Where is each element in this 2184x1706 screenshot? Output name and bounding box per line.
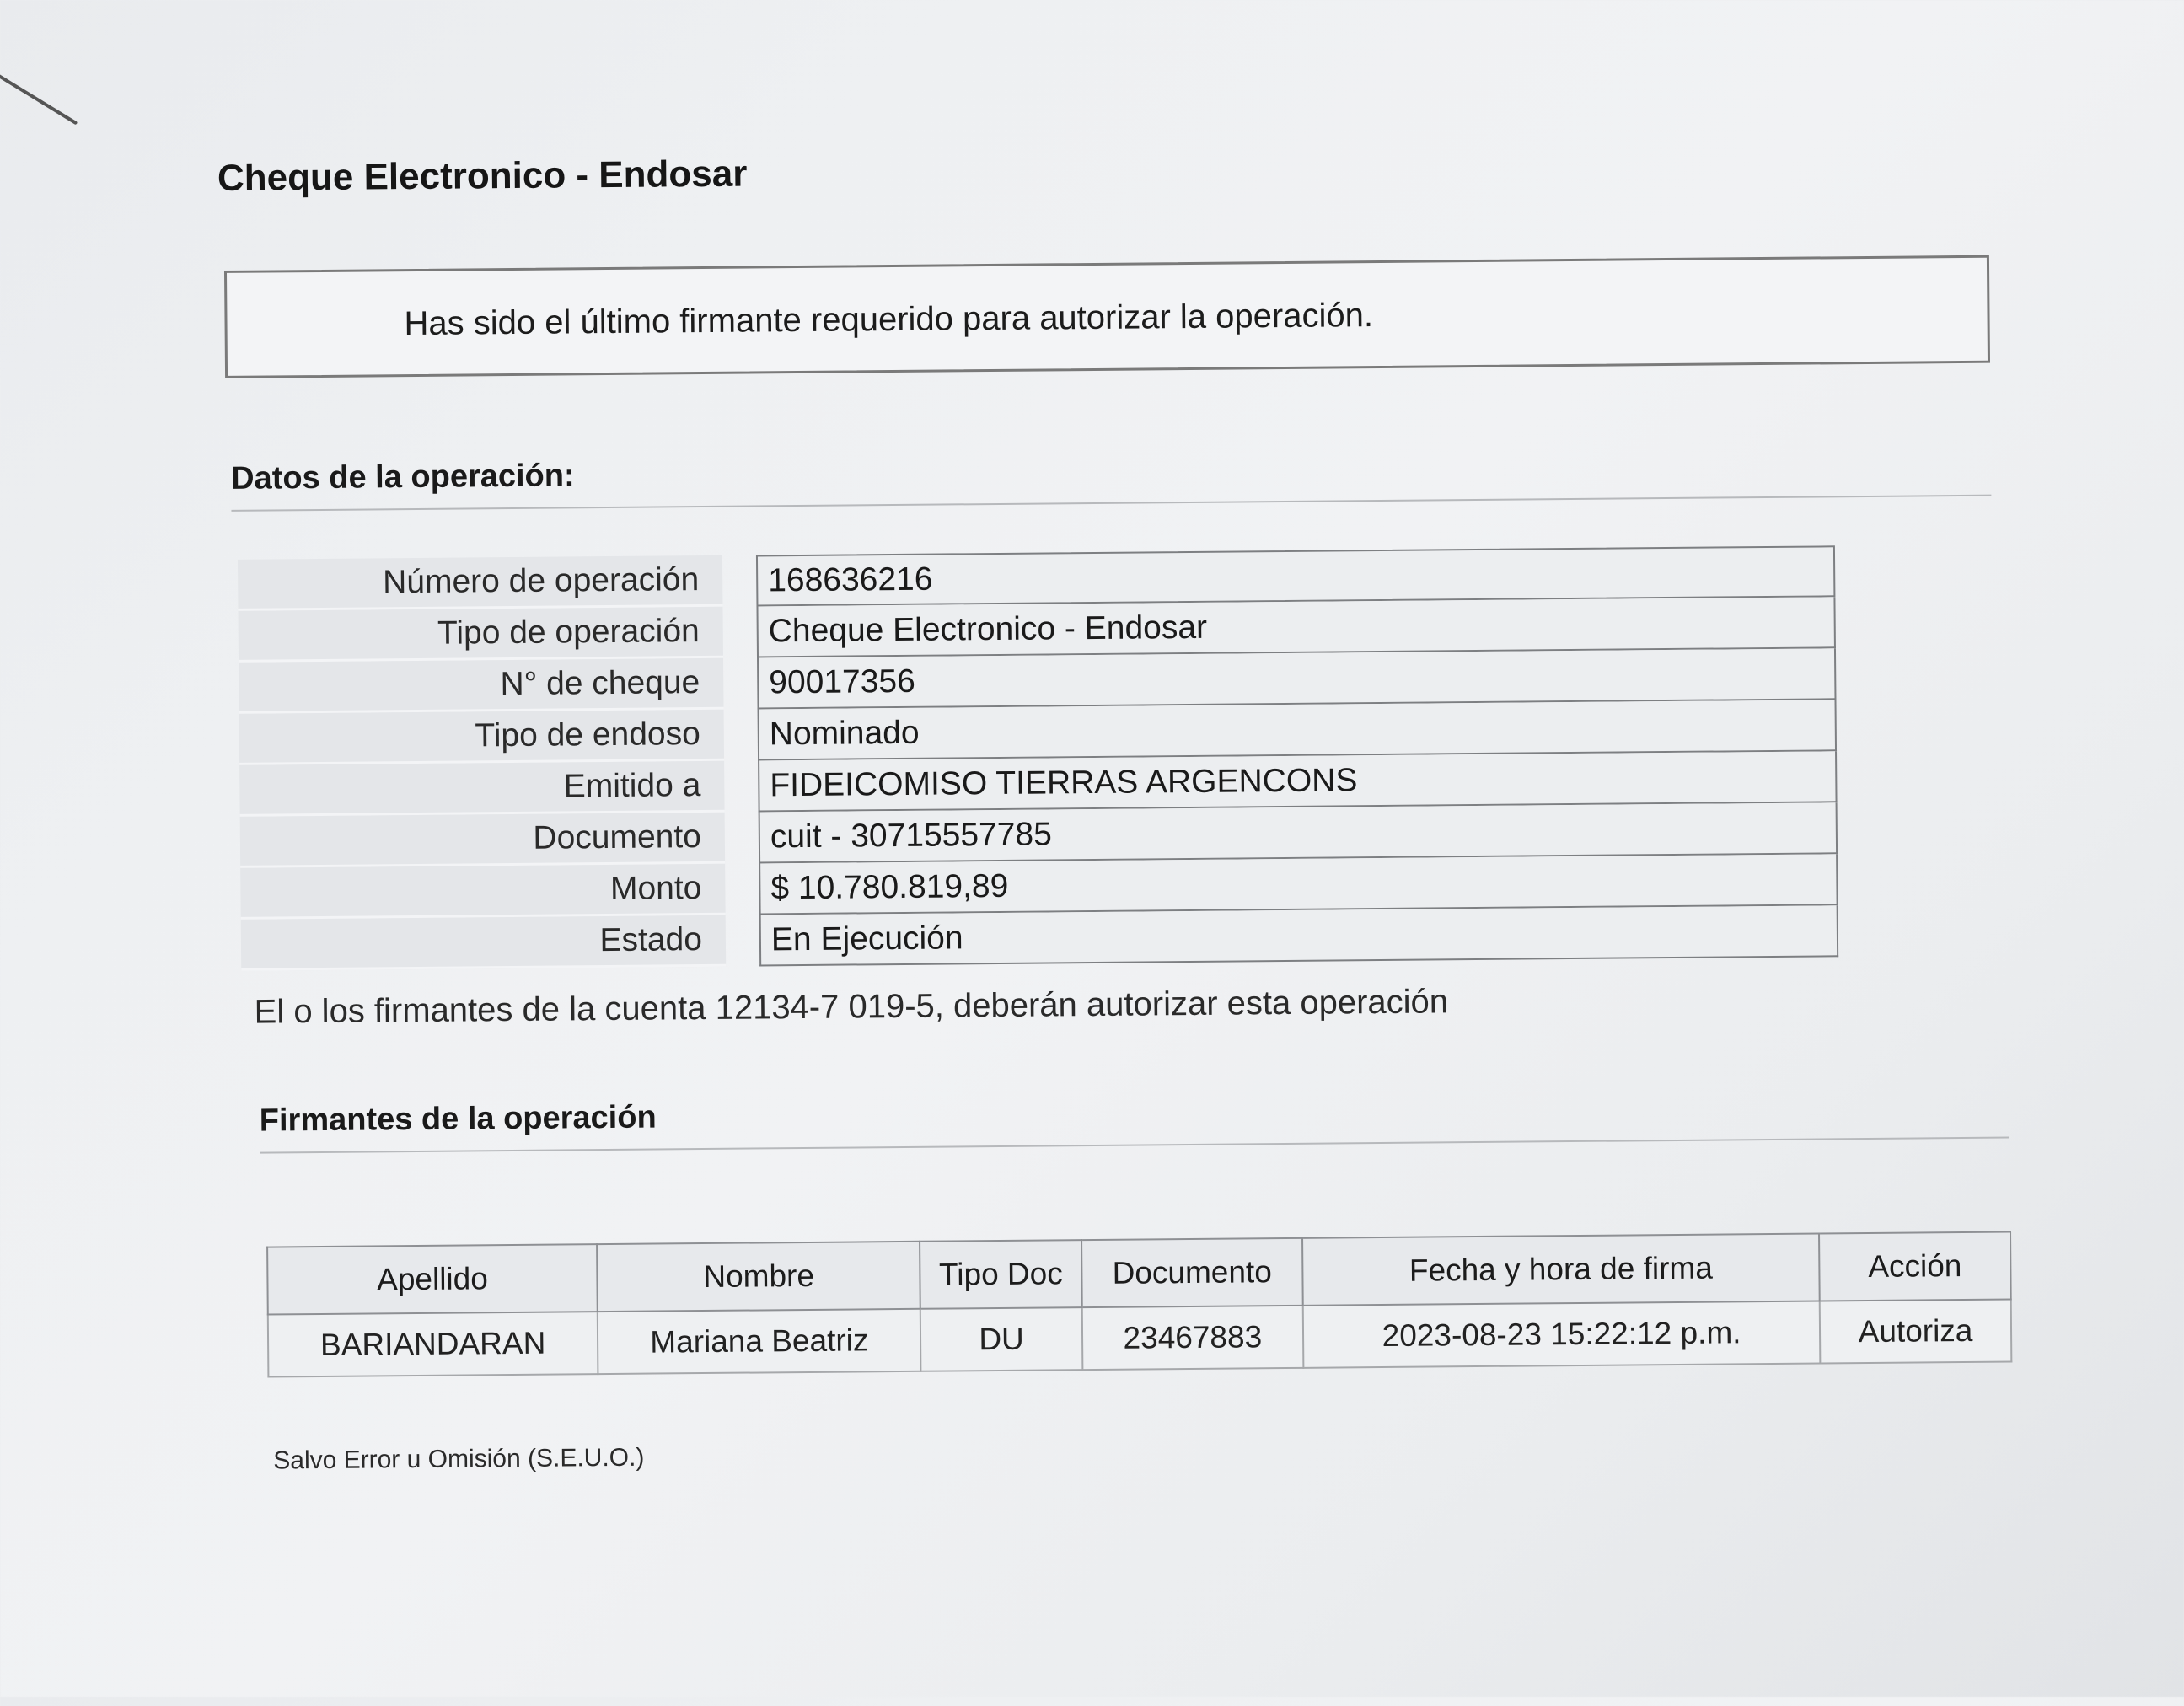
operation-label: Tipo de endoso bbox=[239, 710, 725, 765]
operation-label: Documento bbox=[240, 813, 726, 868]
signer-apellido: BARIANDARAN bbox=[268, 1312, 598, 1376]
notice-box bbox=[224, 255, 1990, 378]
operation-data-table bbox=[238, 545, 1838, 971]
signers-heading: Firmantes de la operación bbox=[259, 1099, 657, 1139]
column-header: Tipo Doc bbox=[920, 1240, 1081, 1309]
signer-accion: Autoriza bbox=[1820, 1300, 2012, 1364]
operation-label: Tipo de operación bbox=[239, 607, 724, 663]
notice-text: Has sido el último firmante requerido para autorizar la operación. bbox=[404, 297, 1374, 343]
accounts-note: El o los firmantes de la cuenta 12134-7 019-5, deberán autorizar esta operación bbox=[254, 983, 1449, 1031]
signer-documento: 23467883 bbox=[1081, 1306, 1303, 1370]
operation-data-rule bbox=[231, 495, 1991, 512]
column-header: Apellido bbox=[267, 1244, 598, 1314]
document-title: Cheque Electronico - Endosar bbox=[217, 153, 748, 200]
operation-value: FIDEICOMISO TIERRAS ARGENCONS bbox=[758, 751, 1837, 812]
pen-mark bbox=[0, 61, 78, 126]
signer-nombre: Mariana Beatriz bbox=[598, 1309, 921, 1374]
operation-value: 168636216 bbox=[756, 545, 1835, 606]
operation-data-heading: Datos de la operación: bbox=[230, 458, 575, 496]
operation-label: Número de operación bbox=[238, 555, 723, 611]
signers-rule bbox=[260, 1137, 2009, 1154]
signers-table bbox=[266, 1231, 2012, 1378]
column-header: Fecha y hora de firma bbox=[1302, 1233, 1820, 1305]
operation-value: Cheque Electronico - Endosar bbox=[756, 597, 1835, 657]
operation-label: Estado bbox=[241, 915, 727, 971]
operation-value: cuit - 30715557785 bbox=[759, 802, 1838, 863]
operation-label: N° de cheque bbox=[239, 658, 724, 714]
operation-value: 90017356 bbox=[757, 648, 1836, 709]
column-header: Documento bbox=[1081, 1238, 1303, 1307]
operation-value: Nominado bbox=[758, 700, 1837, 760]
signer-tipo-doc: DU bbox=[920, 1307, 1082, 1371]
operation-value: En Ejecución bbox=[759, 905, 1838, 966]
operation-value: $ 10.780.819,89 bbox=[759, 854, 1838, 915]
footer-note: Salvo Error u Omisión (S.E.U.O.) bbox=[273, 1443, 645, 1475]
operation-label: Monto bbox=[240, 864, 726, 920]
column-header: Acción bbox=[1819, 1232, 2011, 1301]
signer-fecha: 2023-08-23 15:22:12 p.m. bbox=[1303, 1301, 1821, 1367]
column-header: Nombre bbox=[597, 1242, 920, 1312]
operation-label: Emitido a bbox=[239, 761, 725, 817]
